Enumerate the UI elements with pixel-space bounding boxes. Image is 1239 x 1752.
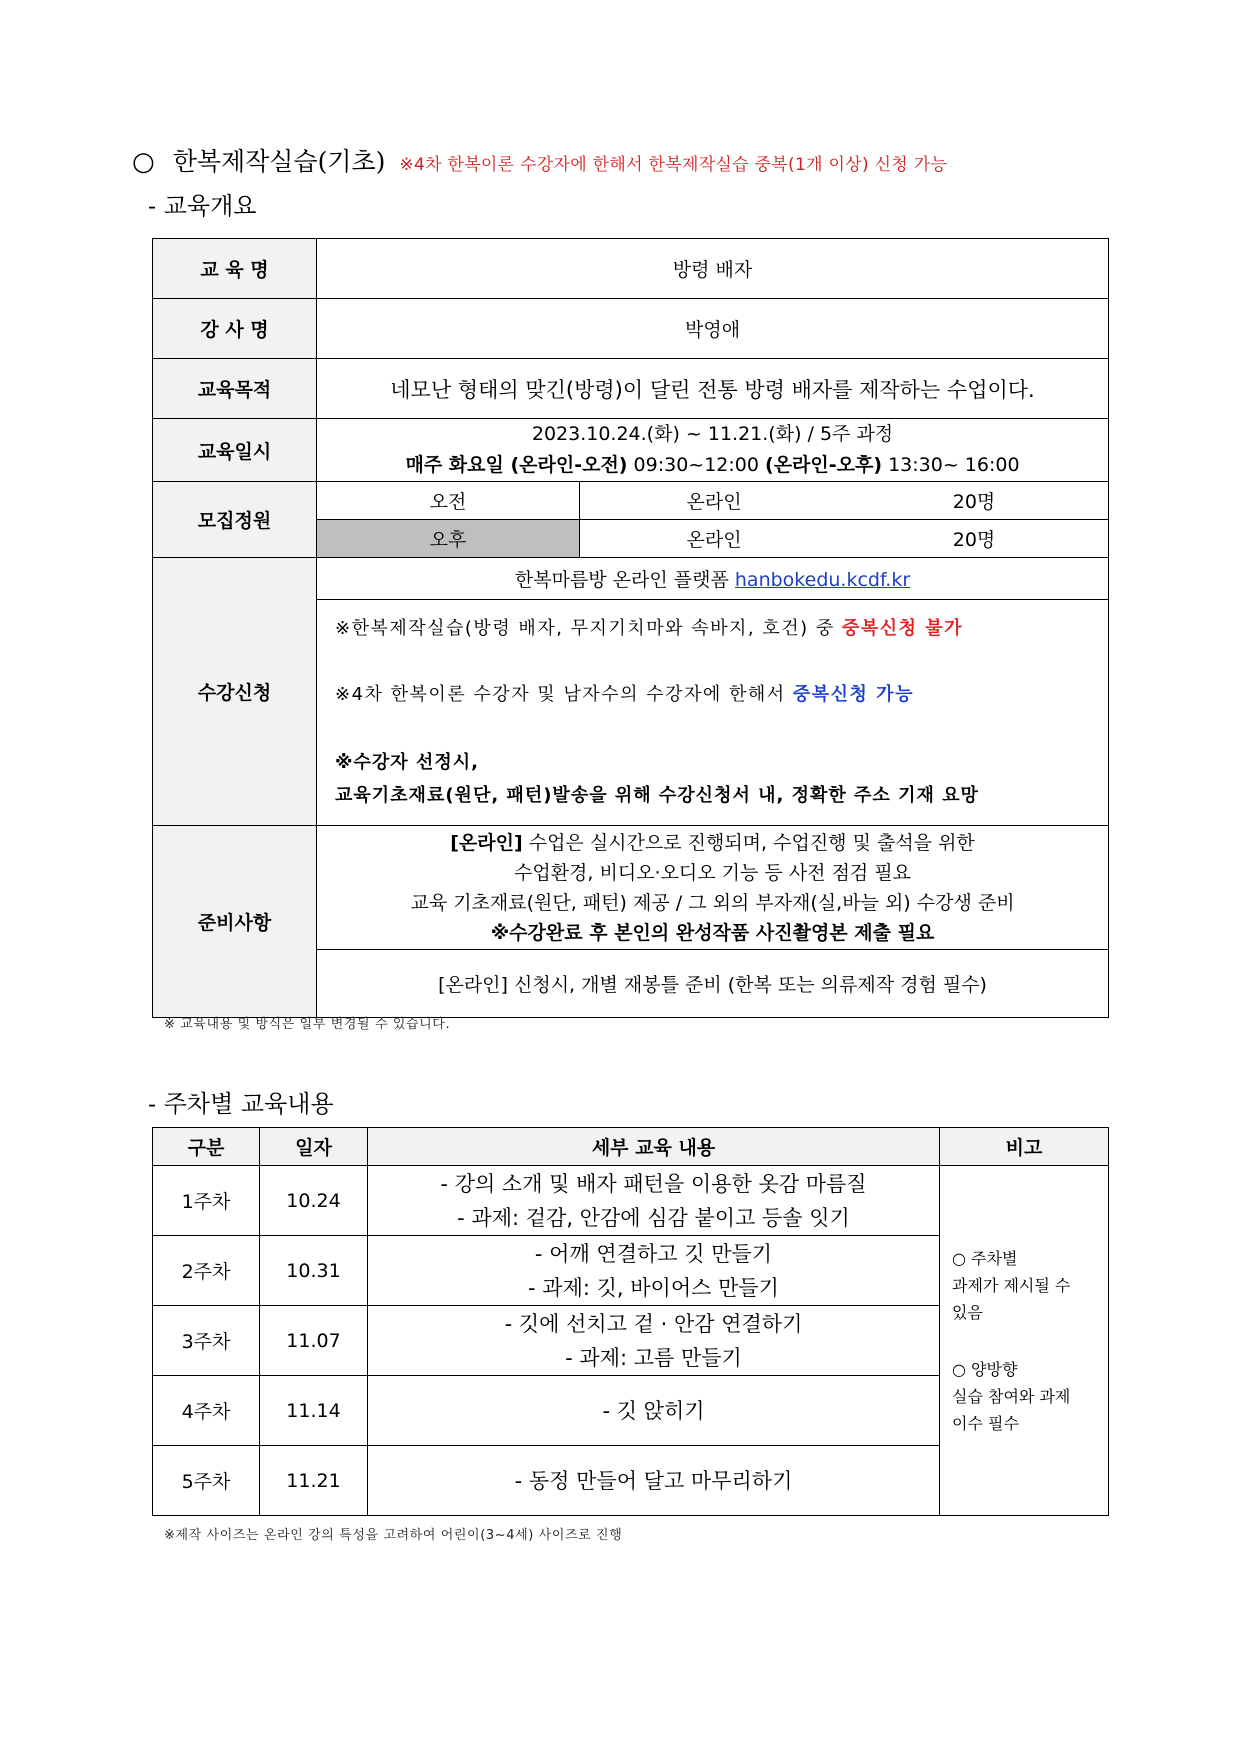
- header-remarks: 비고: [940, 1128, 1109, 1166]
- capacity-mode-count: [580, 520, 1109, 558]
- afternoon-time: 13:30~ 16:00: [882, 454, 1020, 476]
- capacity-session: 오후: [317, 520, 580, 558]
- capacity-count: 20명: [952, 529, 996, 551]
- title-row: [132, 142, 947, 178]
- table-row: [153, 1166, 1109, 1236]
- weekly-table: [152, 1127, 1109, 1516]
- reg-note-address: ※수강자 선정시, 교육기초재료(원단, 패턴)발송을 위해 수강신청서 내, 정확한 주소 기재 요망: [335, 751, 979, 806]
- course-name: 방령 배자: [317, 239, 1109, 299]
- section-heading-overview: - 교육개요: [148, 192, 257, 220]
- week-content: - 동정 만들어 달고 마무리하기: [368, 1446, 940, 1516]
- week-label: 3주차: [153, 1306, 260, 1376]
- instructor-label: 강 사 명: [153, 299, 317, 359]
- page-title: 한복제작실습(기초): [172, 147, 386, 176]
- instructor-name: 박영애: [317, 299, 1109, 359]
- morning-session-label: 매주 화요일 (온라인-오전): [405, 454, 628, 476]
- circle-bullet: ○: [132, 147, 155, 177]
- capacity-session: 오전: [317, 482, 580, 520]
- overview-table: [152, 238, 1109, 1018]
- reg-note-duplicate-not-allowed: ※한복제작실습(방령 배자, 무지기치마와 속바지, 호건) 중 중복신청 불가: [335, 617, 964, 639]
- capacity-mode: 온라인: [686, 529, 742, 551]
- schedule-cell: [317, 419, 1109, 482]
- afternoon-session-label: (온라인-오후): [765, 454, 883, 476]
- week-content: - 깃 앉히기: [368, 1376, 940, 1446]
- overview-footnote: ※ 교육내용 및 방식은 일부 변경될 수 있습니다.: [164, 1017, 451, 1032]
- course-name-label: 교 육 명: [153, 239, 317, 299]
- capacity-mode: 온라인: [686, 491, 742, 513]
- header-date: 일자: [260, 1128, 368, 1166]
- schedule-dates: 2023.10.24.(화) ~ 11.21.(화) / 5주 과정: [531, 423, 894, 445]
- week-content: - 깃에 선치고 겉 · 안감 연결하기 - 과제: 고름 만들기: [368, 1306, 940, 1376]
- preparation-notes: [온라인] 수업은 실시간으로 진행되며, 수업진행 및 출석을 위한 수업환경, 비디오·오디오 기능 등 사전 점검 필요 교육 기초재료(원단, 패턴) 제공 / 그 외의 부자재(실,바늘 외) 수강생 준비 ※수강완료 후 본인의 완성작품 사진촬영본 제출 필요: [317, 826, 1109, 950]
- week-label: 1주차: [153, 1166, 260, 1236]
- week-date: 10.31: [260, 1236, 368, 1306]
- capacity-count: 20명: [952, 491, 996, 513]
- purpose-text: 네모난 형태의 맞긴(방령)이 달린 전통 방령 배자를 제작하는 수업이다.: [317, 359, 1109, 419]
- week-label: 2주차: [153, 1236, 260, 1306]
- section-heading-weekly: - 주차별 교육내용: [148, 1090, 334, 1118]
- week-date: 11.21: [260, 1446, 368, 1516]
- week-date: 10.24: [260, 1166, 368, 1236]
- header-division: 구분: [153, 1128, 260, 1166]
- schedule-label: 교육일시: [153, 419, 317, 482]
- weekly-remarks: ○ 주차별 과제가 제시될 수 있음 ○ 양방향 실습 참여와 과제 이수 필수: [940, 1166, 1109, 1516]
- registration-label: 수강신청: [153, 558, 317, 826]
- platform-text: 한복마름방 온라인 플랫폼: [514, 569, 735, 591]
- platform-link[interactable]: hanbokedu.kcdf.kr: [734, 569, 911, 591]
- header-content: 세부 교육 내용: [368, 1128, 940, 1166]
- registration-notes: [317, 600, 1109, 826]
- preparation-label: 준비사항: [153, 826, 317, 1018]
- week-content: - 강의 소개 및 배자 패턴을 이용한 옷감 마름질 - 과제: 겉감, 안감에 심감 붙이고 등솔 잇기: [368, 1166, 940, 1236]
- morning-time: 09:30~12:00: [627, 454, 766, 476]
- schedule-times: [317, 450, 1108, 481]
- weekly-footnote: ※제작 사이즈는 온라인 강의 특성을 고려하여 어린이(3~4세) 사이즈로 진행: [164, 1528, 623, 1543]
- week-label: 5주차: [153, 1446, 260, 1516]
- sewing-machine-note: [온라인] 신청시, 개별 재봉틀 준비 (한복 또는 의류제작 경험 필수): [317, 950, 1109, 1018]
- capacity-label: 모집정원: [153, 482, 317, 558]
- reg-note-duplicate-allowed: ※4차 한복이론 수강자 및 남자수의 수강자에 한해서 중복신청 가능: [335, 683, 914, 705]
- week-date: 11.14: [260, 1376, 368, 1446]
- title-note: ※4차 한복이론 수강자에 한해서 한복제작실습 중복(1개 이상) 신청 가능: [399, 155, 948, 175]
- platform-cell: [317, 558, 1109, 600]
- week-content: - 어깨 연결하고 깃 만들기 - 과제: 깃, 바이어스 만들기: [368, 1236, 940, 1306]
- purpose-label: 교육목적: [153, 359, 317, 419]
- week-label: 4주차: [153, 1376, 260, 1446]
- capacity-mode-count: [580, 482, 1109, 520]
- week-date: 11.07: [260, 1306, 368, 1376]
